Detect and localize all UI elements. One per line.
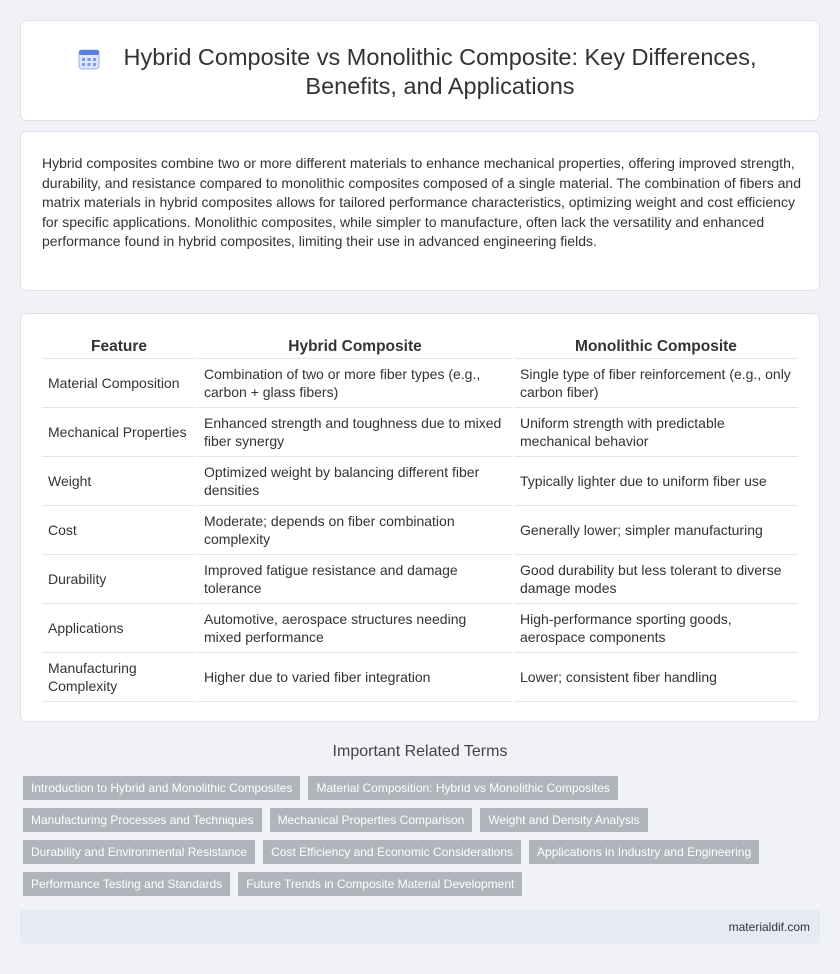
feature-cell: Weight — [42, 456, 197, 505]
monolithic-cell: Generally lower; simpler manufacturing — [513, 505, 798, 554]
related-term-link[interactable]: Weight and Density Analysis — [480, 808, 647, 832]
hybrid-cell: Optimized weight by balancing different fiber densities — [197, 456, 513, 505]
hybrid-cell: Automotive, aerospace structures needing mixed performance — [197, 603, 513, 652]
table-row — [42, 652, 798, 701]
hybrid-cell: Enhanced strength and toughness due to mixed fiber synergy — [197, 407, 513, 456]
hybrid-cell: Combination of two or more fiber types (e.g., carbon + glass fibers) — [197, 358, 513, 407]
feature-cell: Cost — [42, 505, 197, 554]
table-row — [42, 603, 798, 652]
header-monolithic: Monolithic Composite — [513, 334, 798, 358]
footer — [20, 910, 820, 944]
tag-row — [23, 776, 803, 800]
comparison-card — [20, 313, 820, 722]
tag-row — [23, 872, 803, 896]
feature-cell: Mechanical Properties — [42, 407, 197, 456]
hybrid-cell: Improved fatigue resistance and damage tolerance — [197, 554, 513, 603]
monolithic-cell: Lower; consistent fiber handling — [513, 652, 798, 701]
related-term-link[interactable]: Cost Efficiency and Economic Considerations — [263, 840, 521, 864]
table-row — [42, 505, 798, 554]
monolithic-cell: Typically lighter due to uniform fiber use — [513, 456, 798, 505]
related-terms-list — [23, 776, 803, 904]
table-header-row — [42, 334, 798, 358]
tag-row — [23, 840, 803, 864]
table-row — [42, 456, 798, 505]
intro-card — [20, 131, 820, 291]
monolithic-cell: High-performance sporting goods, aerospace components — [513, 603, 798, 652]
monolithic-cell: Good durability but less tolerant to diverse damage modes — [513, 554, 798, 603]
related-term-link[interactable]: Applications in Industry and Engineering — [529, 840, 759, 864]
site-link[interactable]: materialdif.com — [728, 920, 810, 934]
related-term-link[interactable]: Introduction to Hybrid and Monolithic Composites — [23, 776, 300, 800]
hybrid-cell: Moderate; depends on fiber combination complexity — [197, 505, 513, 554]
related-term-link[interactable]: Durability and Environmental Resistance — [23, 840, 255, 864]
related-term-link[interactable]: Manufacturing Processes and Techniques — [23, 808, 262, 832]
related-term-link[interactable]: Material Composition: Hybrid vs Monolithic Composites — [308, 776, 617, 800]
comparison-table — [42, 334, 798, 702]
related-terms-title: Important Related Terms — [332, 743, 508, 760]
feature-cell: Material Composition — [42, 358, 197, 407]
table-row — [42, 358, 798, 407]
intro-paragraph: Hybrid composites combine two or more different materials to enhance mechanical properties, offering improved strength, durability, and resistance compared to monolithic composites composed of a single material. The combination of fibers and matrix materials in hybrid composites allows for tailored performance characteristics, optimizing weight and cost efficiency for specific applications. Monolithic composites, while simpler to manufacture, often lack the versatility and enhanced performance found in hybrid composites, limiting their use in advanced engineering fields. — [42, 155, 801, 250]
hybrid-cell: Higher due to varied fiber integration — [197, 652, 513, 701]
table-row — [42, 407, 798, 456]
feature-cell: Manufacturing Complexity — [42, 652, 197, 701]
monolithic-cell: Single type of fiber reinforcement (e.g., only carbon fiber) — [513, 358, 798, 407]
title-card — [20, 20, 820, 121]
tag-row — [23, 808, 803, 832]
feature-cell: Durability — [42, 554, 197, 603]
related-term-link[interactable]: Future Trends in Composite Material Development — [238, 872, 522, 896]
feature-cell: Applications — [42, 603, 197, 652]
page-title: Hybrid Composite vs Monolithic Composite: Key Differences, Benefits, and Applications — [123, 44, 757, 99]
monolithic-cell: Uniform strength with predictable mechanical behavior — [513, 407, 798, 456]
header-feature: Feature — [42, 334, 197, 358]
header-hybrid: Hybrid Composite — [197, 334, 513, 358]
related-term-link[interactable]: Mechanical Properties Comparison — [270, 808, 473, 832]
table-row — [42, 554, 798, 603]
related-term-link[interactable]: Performance Testing and Standards — [23, 872, 230, 896]
